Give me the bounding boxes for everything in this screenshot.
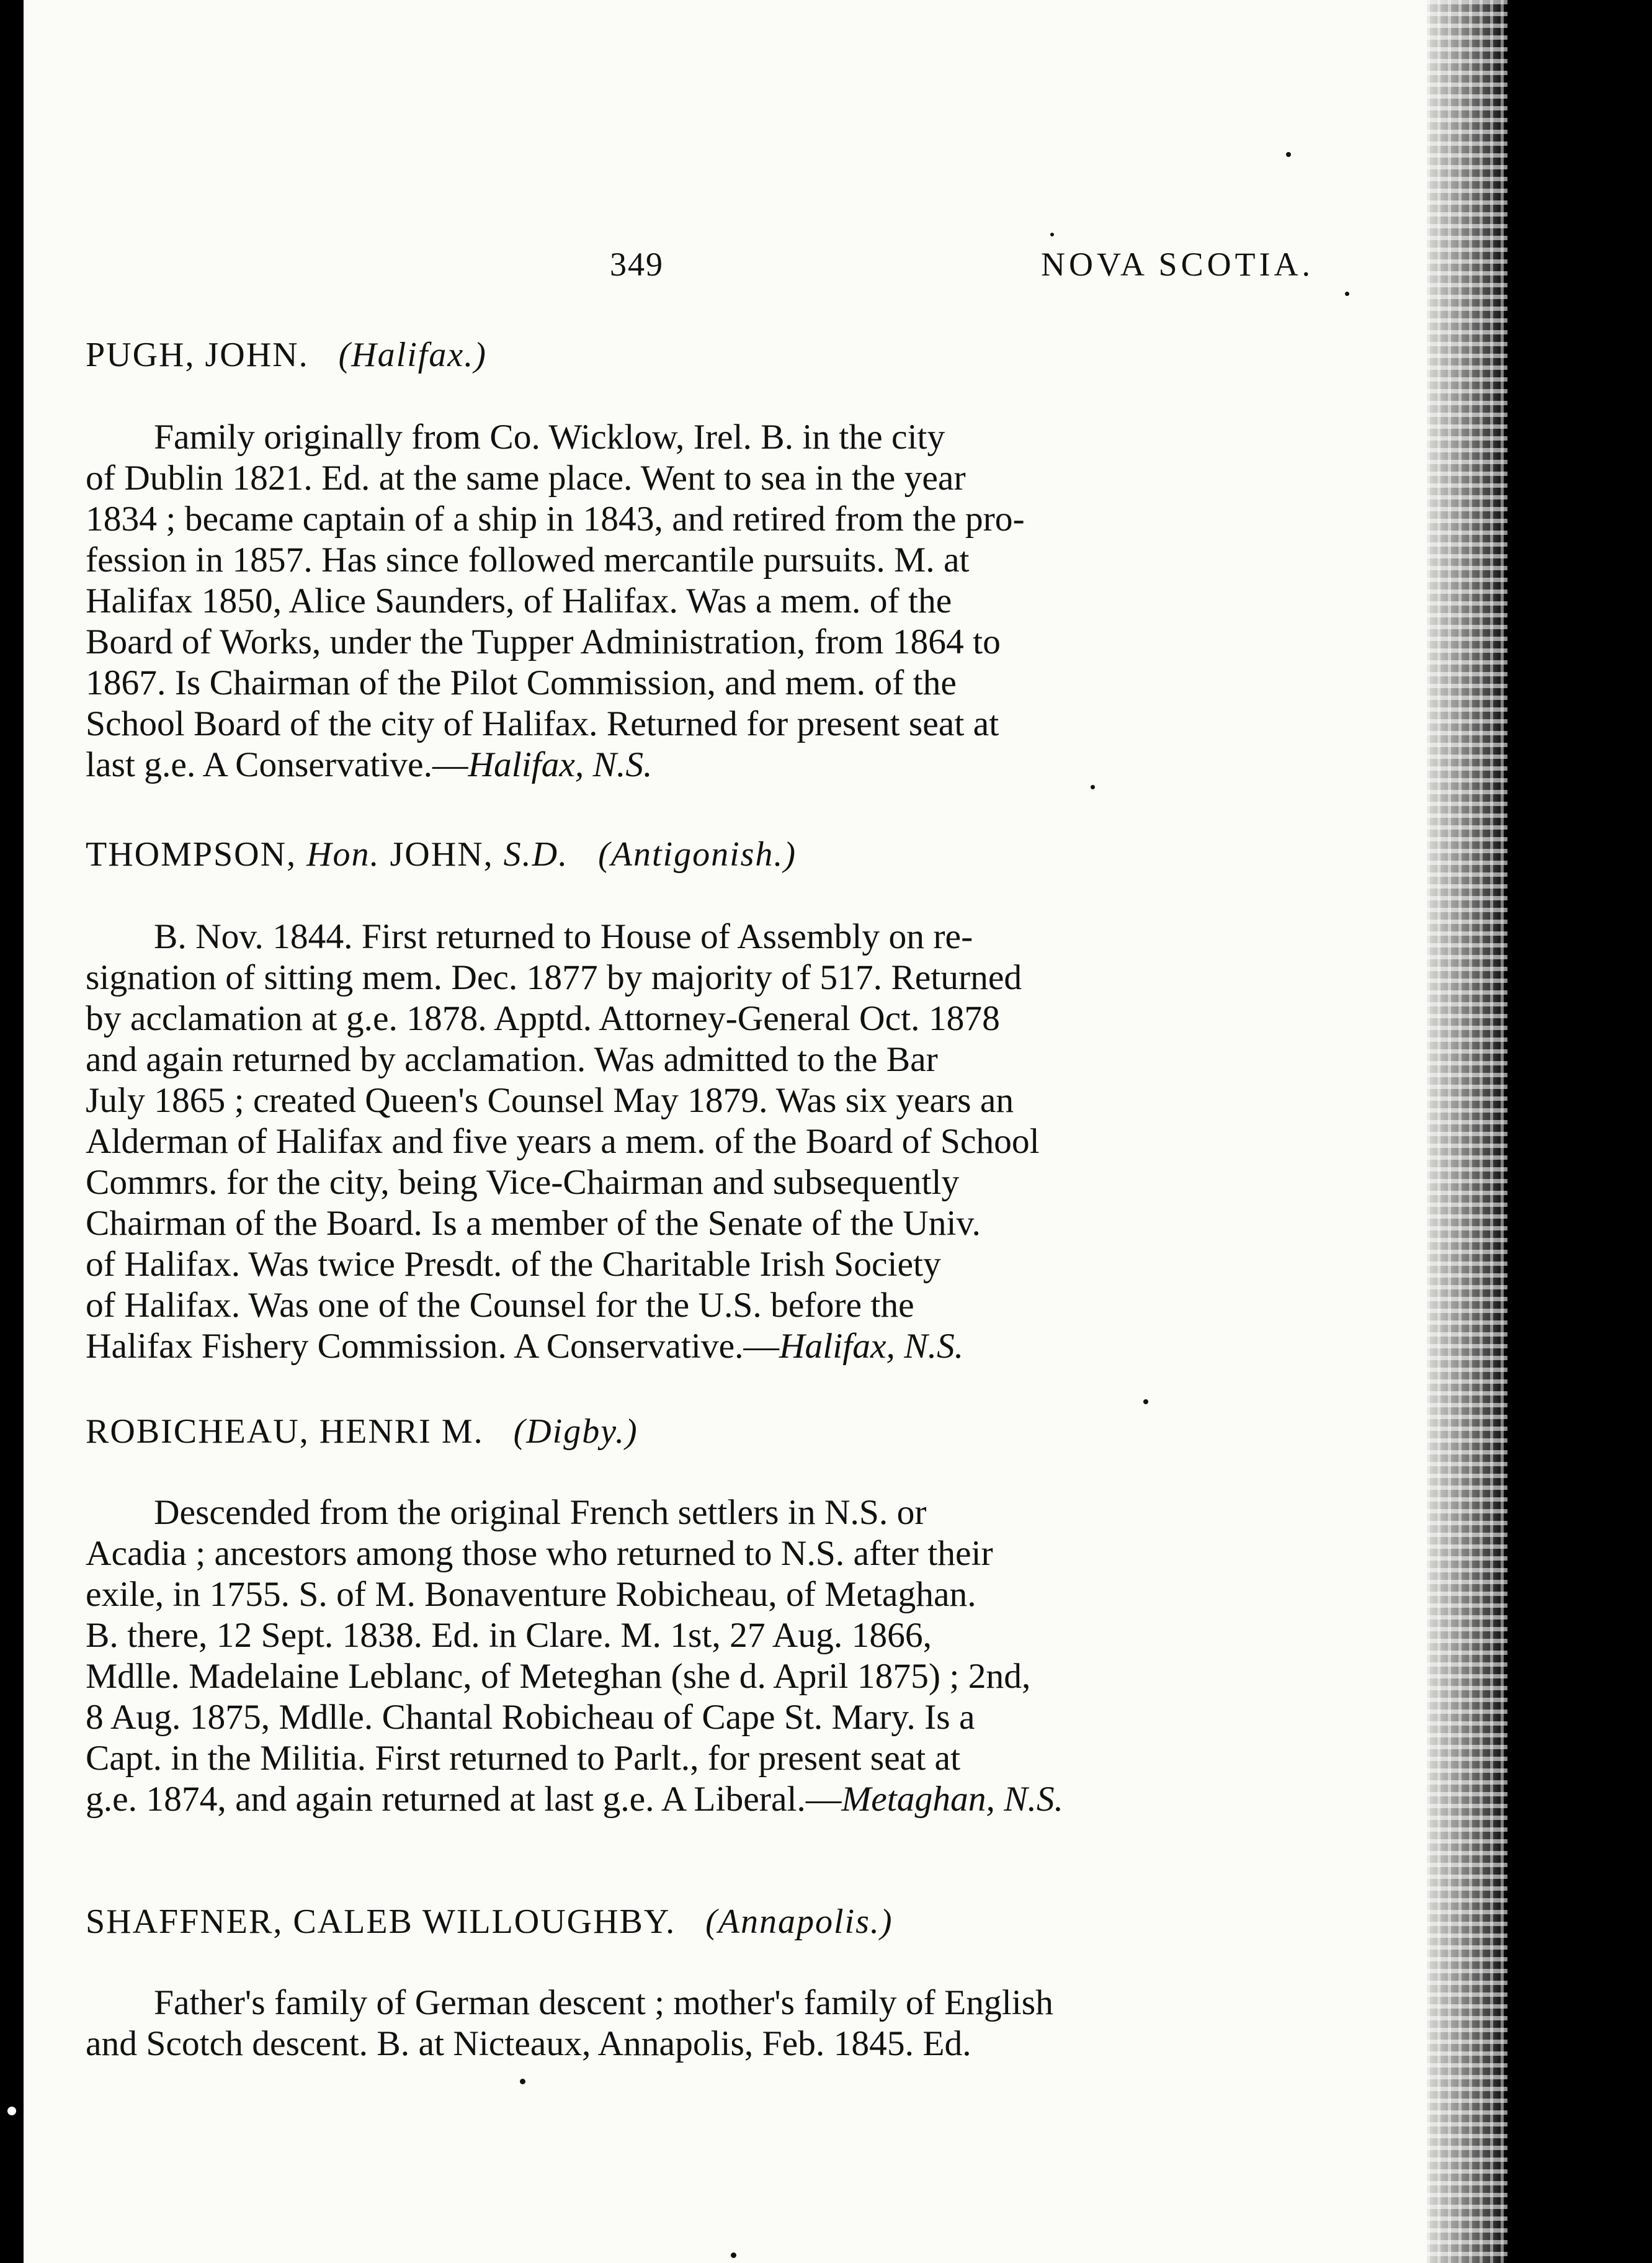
entry-surname: SHAFFNER xyxy=(86,1902,274,1941)
entry-line: Father's family of German descent ; mother's family of English xyxy=(154,1983,1053,2022)
section-title: NOVA SCOTIA. xyxy=(1041,246,1315,283)
entry-line: Capt. in the Militia. First returned to Parlt., for present seat at xyxy=(86,1739,961,1778)
entry-residence: Halifax, N.S. xyxy=(468,745,653,784)
entry-line: last g.e. A Conservative.—Halifax, N.S. xyxy=(86,745,653,784)
page-edge-shadow xyxy=(1427,0,1507,2263)
scan-speck xyxy=(731,2252,736,2258)
entry-line: Chairman of the Board. Is a member of the Senate of the Univ. xyxy=(86,1204,981,1243)
scan-speck xyxy=(1143,1399,1148,1404)
scan-speck xyxy=(7,2107,16,2115)
scan-speck xyxy=(520,2079,525,2084)
entry-line: Halifax Fishery Commission. A Conservative.—Halifax, N.S. xyxy=(86,1327,964,1366)
entry-line: and again returned by acclamation. Was admitted to the Bar xyxy=(86,1040,938,1079)
entry-line: and Scotch descent. B. at Nicteaux, Annapolis, Feb. 1845. Ed. xyxy=(86,2024,971,2063)
entry-line: Board of Works, under the Tupper Administration, from 1864 to xyxy=(86,622,1001,661)
entry-line: g.e. 1874, and again returned at last g.e. A Liberal.—Metaghan, N.S. xyxy=(86,1780,1064,1819)
entry-line-text: last g.e. A Conservative. xyxy=(86,745,432,784)
entry-surname: PUGH xyxy=(86,336,185,374)
entry-line: B. there, 12 Sept. 1838. Ed. in Clare. M. 1st, 27 Aug. 1866, xyxy=(86,1616,932,1655)
entry-heading-shaffner: SHAFFNER, CALEB WILLOUGHBY. (Annapolis.) xyxy=(86,1902,893,1941)
scan-speck xyxy=(1091,785,1095,789)
entry-line-text: g.e. 1874, and again returned at last g.e. A Liberal. xyxy=(86,1780,806,1819)
entry-line: 8 Aug. 1875, Mdlle. Chantal Robicheau of Cape St. Mary. Is a xyxy=(86,1698,975,1737)
entry-line: of Halifax. Was one of the Counsel for the U.S. before the xyxy=(86,1286,914,1325)
entry-given-name: HENRI M. xyxy=(319,1412,484,1451)
entry-line: exile, in 1755. S. of M. Bonaventure Robicheau, of Metaghan. xyxy=(86,1575,976,1614)
entry-line: School Board of the city of Halifax. Returned for present seat at xyxy=(86,704,999,743)
entry-heading-pugh: PUGH, JOHN. (Halifax.) xyxy=(86,336,487,374)
entry-line: Acadia ; ancestors among those who returned to N.S. after their xyxy=(86,1534,993,1573)
entry-line: of Dublin 1821. Ed. at the same place. Went to sea in the year xyxy=(86,459,966,498)
scan-speck xyxy=(1286,152,1291,157)
entry-given-name: CALEB WILLOUGHBY xyxy=(293,1902,666,1941)
entry-given-name: JOHN xyxy=(390,835,484,874)
entry-line: Descended from the original French settlers in N.S. or xyxy=(154,1493,927,1532)
entry-line: of Halifax. Was twice Presdt. of the Charitable Irish Society xyxy=(86,1245,941,1284)
entry-district: (Digby.) xyxy=(513,1412,638,1451)
entry-line: B. Nov. 1844. First returned to House of Assembly on re- xyxy=(154,917,973,956)
entry-line: Halifax 1850, Alice Saunders, of Halifax. Was a mem. of the xyxy=(86,581,952,621)
entry-suffix: S.D. xyxy=(503,835,569,874)
entry-surname: ROBICHEAU xyxy=(86,1412,300,1451)
entry-given-name: JOHN xyxy=(205,336,299,374)
entry-residence: Metaghan, N.S. xyxy=(841,1780,1064,1819)
entry-district: (Annapolis.) xyxy=(705,1902,893,1941)
entry-district: (Antigonish.) xyxy=(598,835,797,874)
entry-line: July 1865 ; created Queen's Counsel May 1879. Was six years an xyxy=(86,1081,1014,1120)
entry-line: fession in 1857. Has since followed mercantile pursuits. M. at xyxy=(86,540,970,580)
entry-surname: THOMPSON xyxy=(86,835,287,874)
entry-line: 1834 ; became captain of a ship in 1843, and retired from the pro- xyxy=(86,500,1025,539)
scan-speck xyxy=(1345,292,1349,296)
page-number: 349 xyxy=(610,246,664,283)
scanned-page xyxy=(24,0,1450,2263)
entry-heading-robicheau: ROBICHEAU, HENRI M. (Digby.) xyxy=(86,1412,638,1451)
entry-line: signation of sitting mem. Dec. 1877 by majority of 517. Returned xyxy=(86,958,1022,997)
entry-heading-thompson: THOMPSON, Hon. JOHN, S.D. (Antigonish.) xyxy=(86,835,797,874)
entry-line-text: Halifax Fishery Commission. A Conservative. xyxy=(86,1327,744,1366)
running-head xyxy=(24,245,1450,289)
entry-line: 1867. Is Chairman of the Pilot Commission, and mem. of the xyxy=(86,663,957,702)
entry-line: Family originally from Co. Wicklow, Irel. B. in the city xyxy=(154,418,945,457)
entry-line: Commrs. for the city, being Vice-Chairman and subsequently xyxy=(86,1163,960,1202)
scan-speck xyxy=(1050,233,1054,236)
entry-line: Alderman of Halifax and five years a mem. of the Board of School xyxy=(86,1122,1040,1161)
entry-line: by acclamation at g.e. 1878. Apptd. Attorney-General Oct. 1878 xyxy=(86,999,1000,1038)
entry-line: Mdlle. Madelaine Leblanc, of Meteghan (she d. April 1875) ; 2nd, xyxy=(86,1657,1031,1696)
entry-district: (Halifax.) xyxy=(338,336,487,374)
entry-residence: Halifax, N.S. xyxy=(779,1327,964,1366)
entry-honorific: Hon. xyxy=(306,835,380,874)
